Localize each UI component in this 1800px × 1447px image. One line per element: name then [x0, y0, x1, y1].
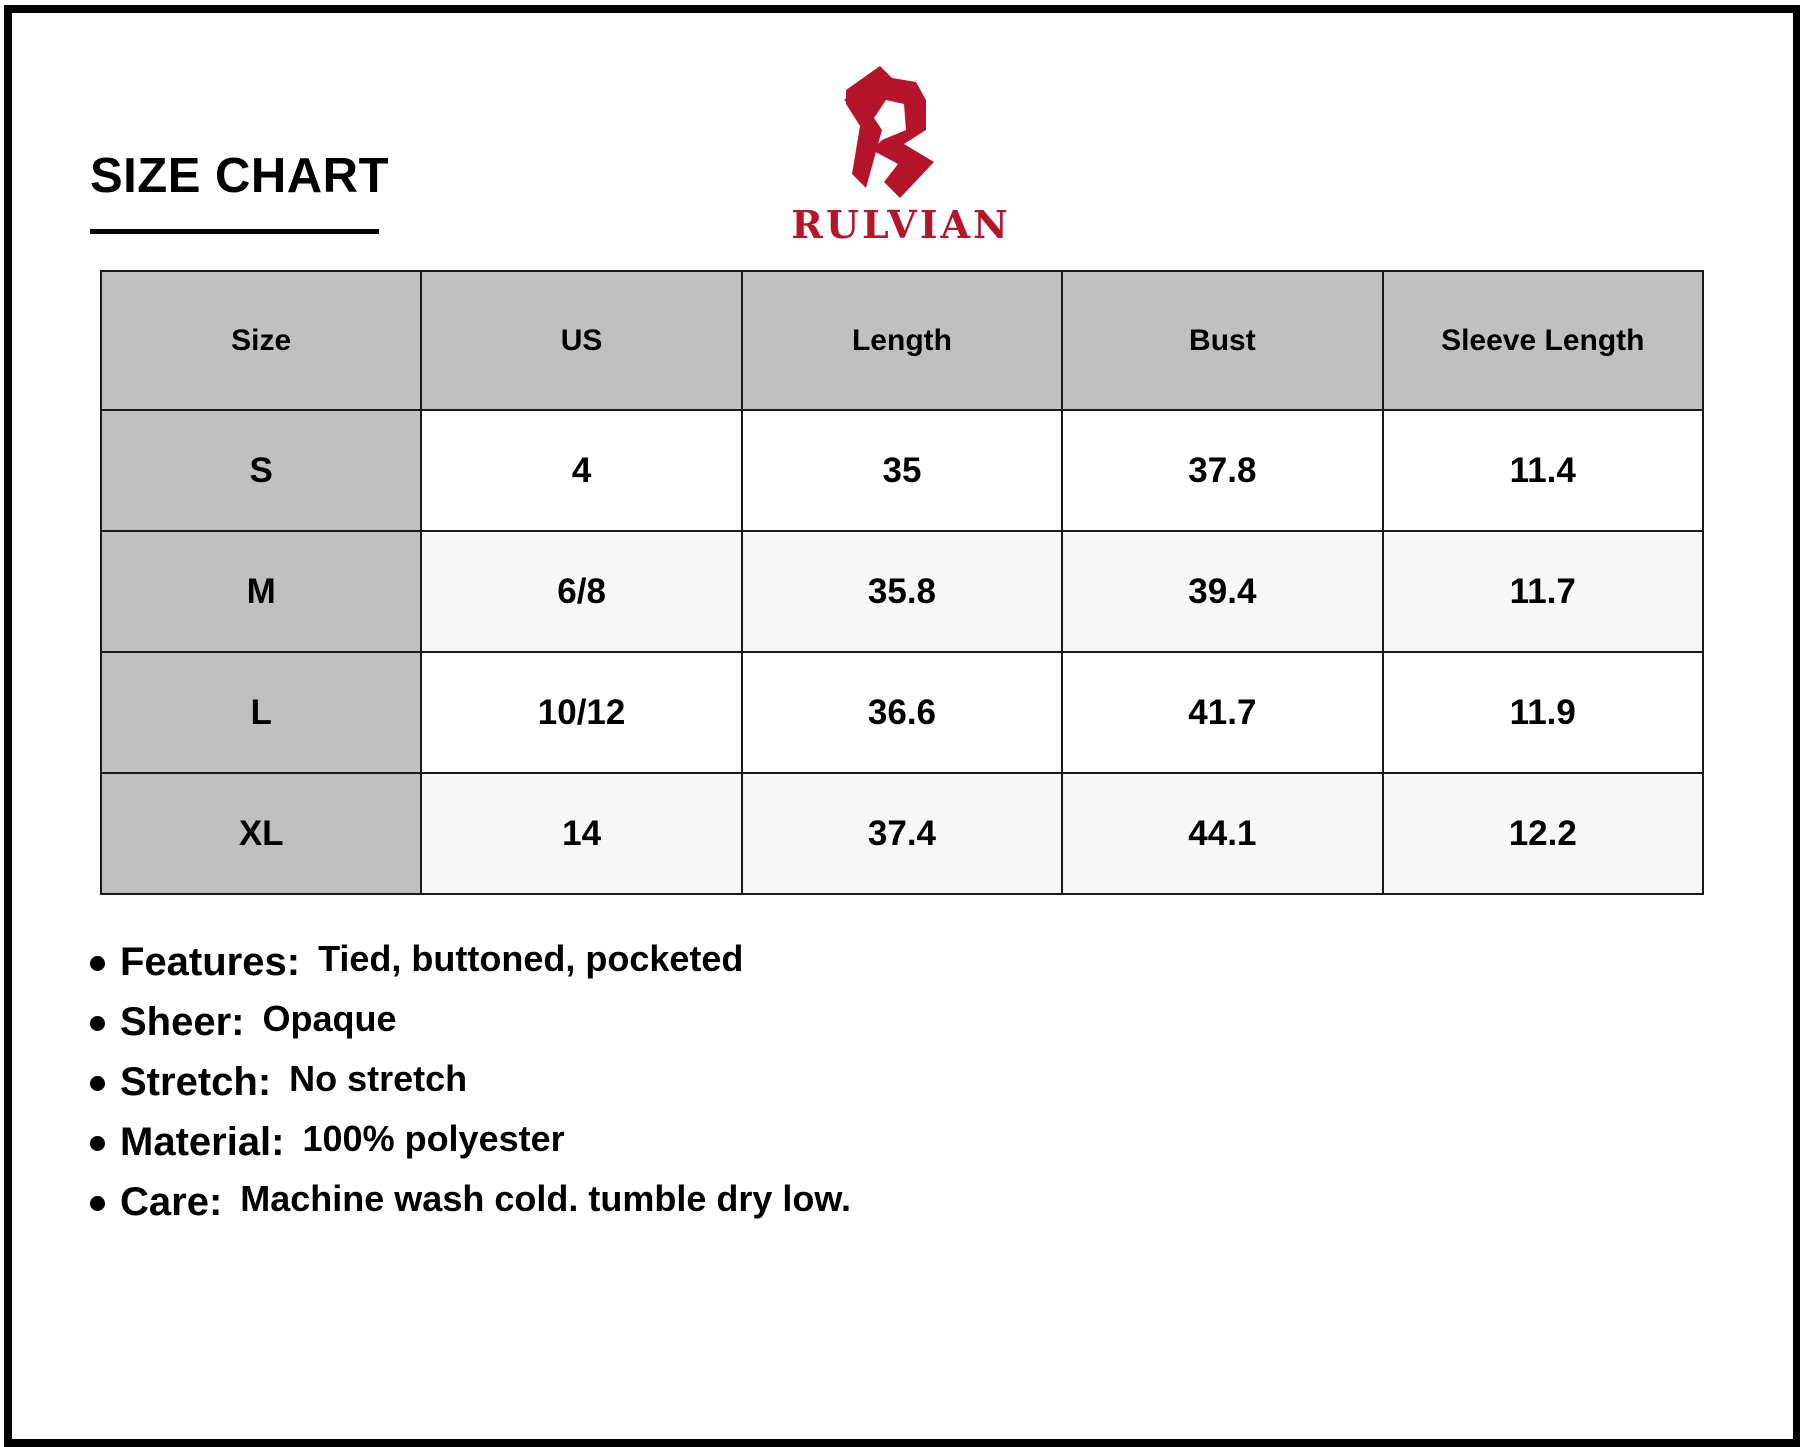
list-item: [90, 1180, 851, 1240]
size-cell: M: [101, 531, 421, 652]
list-item: [90, 1120, 851, 1180]
sleeve-length-cell: 11.9: [1383, 652, 1703, 773]
detail-value: Machine wash cold. tumble dry low.: [240, 1178, 852, 1219]
product-details-list: [90, 940, 851, 1240]
bullet-icon: [90, 1016, 105, 1031]
header-us: US: [421, 271, 741, 410]
size-table: [100, 270, 1704, 895]
table-row: [101, 652, 1703, 773]
length-cell: 36.6: [742, 652, 1062, 773]
sleeve-length-cell: 11.4: [1383, 410, 1703, 531]
table-header-row: [101, 271, 1703, 410]
brand-logo: [776, 60, 1026, 250]
detail-value: No stretch: [289, 1058, 468, 1099]
detail-label: Sheer:: [120, 1000, 245, 1044]
title-underline: [90, 229, 379, 234]
length-cell: 35: [742, 410, 1062, 531]
list-item: [90, 940, 851, 1000]
bust-cell: 41.7: [1062, 652, 1382, 773]
page-title: SIZE CHART: [90, 149, 389, 203]
sleeve-length-cell: 11.7: [1383, 531, 1703, 652]
detail-value: Opaque: [262, 998, 397, 1039]
table-row: [101, 410, 1703, 531]
table-row: [101, 773, 1703, 894]
us-cell: 14: [421, 773, 741, 894]
list-item: [90, 1060, 851, 1120]
bullet-icon: [90, 1196, 105, 1211]
r-monogram-icon: [776, 60, 1026, 200]
length-cell: 35.8: [742, 531, 1062, 652]
bust-cell: 37.8: [1062, 410, 1382, 531]
header-sleeve-length: Sleeve Length: [1383, 271, 1703, 410]
us-cell: 4: [421, 410, 741, 531]
header-size: Size: [101, 271, 421, 410]
list-item: [90, 1000, 851, 1060]
table-row: [101, 531, 1703, 652]
bullet-icon: [90, 956, 105, 971]
bullet-icon: [90, 1076, 105, 1091]
bullet-icon: [90, 1136, 105, 1151]
length-cell: 37.4: [742, 773, 1062, 894]
us-cell: 10/12: [421, 652, 741, 773]
detail-value: Tied, buttoned, pocketed: [318, 938, 744, 979]
sleeve-length-cell: 12.2: [1383, 773, 1703, 894]
bust-cell: 44.1: [1062, 773, 1382, 894]
brand-name: RULVIAN: [791, 202, 1011, 247]
size-cell: S: [101, 410, 421, 531]
size-cell: XL: [101, 773, 421, 894]
detail-label: Features:: [120, 940, 301, 984]
us-cell: 6/8: [421, 531, 741, 652]
detail-label: Material:: [120, 1120, 285, 1164]
size-cell: L: [101, 652, 421, 773]
header-length: Length: [742, 271, 1062, 410]
detail-label: Stretch:: [120, 1060, 272, 1104]
detail-value: 100% polyester: [302, 1118, 565, 1159]
header-bust: Bust: [1062, 271, 1382, 410]
detail-label: Care:: [120, 1180, 223, 1224]
bust-cell: 39.4: [1062, 531, 1382, 652]
